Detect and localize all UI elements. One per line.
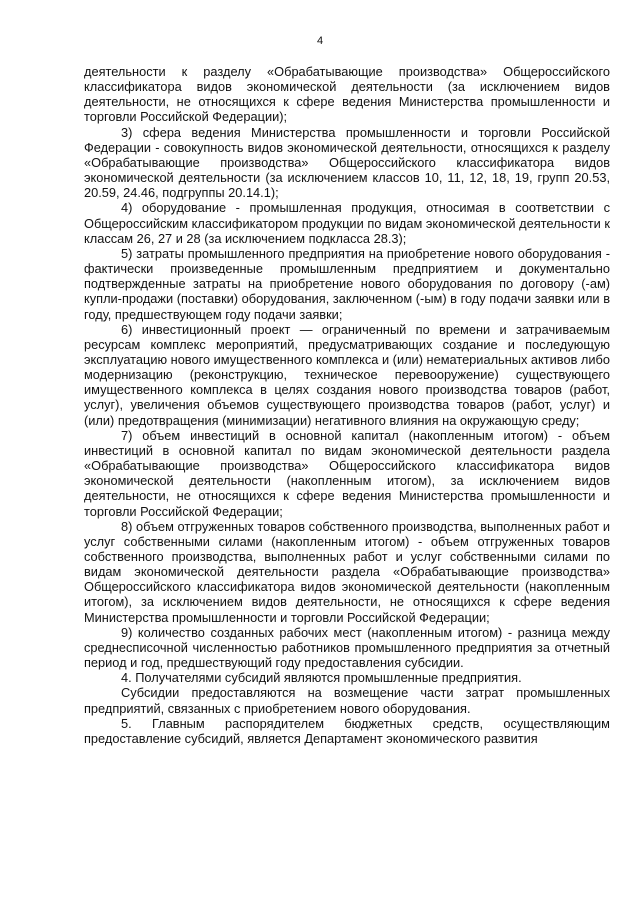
paragraph-subsidies: Субсидии предоставляются на возмещение части затрат промышленных предприятий, связанных с приобретением нового оборудования. bbox=[84, 685, 610, 716]
paragraph-item-4: 4) оборудование - промышленная продукция, относимая в соответствии с Общероссийским классификатором продукции по видам экономической деятельности к классам 26, 27 и 28 (за исключением подкласса 28.3); bbox=[84, 200, 610, 246]
paragraph-continuation: деятельности к разделу «Обрабатывающие производства» Общероссийского классификатора видов экономической деятельности (за исключением видов деятельности, не относящихся к сфере ведения Министерства промышленности и торговли Российской Федерации); bbox=[84, 64, 610, 125]
paragraph-item-3: 3) сфера ведения Министерства промышленности и торговли Российской Федерации - совокупность видов экономической деятельности, относящихся к разделу «Обрабатывающие производства» Общероссийского классификатора видов экономической деятельности (за исключением классов 10, 11, 12, 18, 19, групп 20.53, 20.59, 24.46, подгруппы 20.14.1); bbox=[84, 124, 610, 201]
paragraph-item-6: 6) инвестиционный проект — ограниченный по времени и затрачиваемым ресурсам комплекс мероприятий, предусматривающих создание и последующую эксплуатацию нового имущественного комплекса и (или) нематериальных активов либо модернизацию (реконструкцию, техническое перевооружение) существующего имущественного комплекса в целях создания нового производства товаров (работ, услуг), увеличения объемов существующего производства товаров (работ, услуг) и (или) предотвращения (минимизации) негативного влияния на окружающую среду; bbox=[84, 321, 610, 428]
paragraph-section-5: 5. Главным распорядителем бюджетных средств, осуществляющим предоставление субсидий, является Департамент экономического развития bbox=[84, 715, 610, 746]
paragraph-item-9: 9) количество созданных рабочих мест (накопленным итогом) - разница между среднесписочной численностью работников промышленного предприятия за отчетный период и год, предшествующий году предоставления субсидии. bbox=[84, 624, 610, 671]
document-body bbox=[84, 64, 610, 746]
page-number: 4 bbox=[316, 35, 324, 47]
paragraph-item-7: 7) объем инвестиций в основной капитал (накопленным итогом) - объем инвестиций в основной капитал по видам экономической деятельности раздела «Обрабатывающие производства» Общероссийского классификатора видов экономической деятельности (накопленным итогом), за исключением видов деятельности, не относящихся к сфере ведения Министерства промышленности и торговли Российской Федерации; bbox=[84, 427, 610, 519]
paragraph-item-5: 5) затраты промышленного предприятия на приобретение нового оборудования - фактически произведенные промышленным предприятием и документально подтвержденные затраты на приобретение нового оборудования по договору (-ам) купли-продажи (поставки) оборудования, заключенном (-ым) в году подачи заявки или в году, предшествующем году подачи заявки; bbox=[84, 245, 610, 322]
paragraph-item-8: 8) объем отгруженных товаров собственного производства, выполненных работ и услуг собственными силами (накопленным итогом) - объем отгруженных товаров собственного производства, выполненных работ и услуг собственными силами по видам экономической деятельности раздела «Обрабатывающие производства» Общероссийского классификатора видов экономической деятельности (накопленным итогом), за исключением видов деятельности, не относящихся к сфере ведения Министерства промышленности и торговли Российской Федерации; bbox=[84, 518, 610, 625]
paragraph-section-4: 4. Получателями субсидий являются промышленные предприятия. bbox=[121, 670, 522, 686]
